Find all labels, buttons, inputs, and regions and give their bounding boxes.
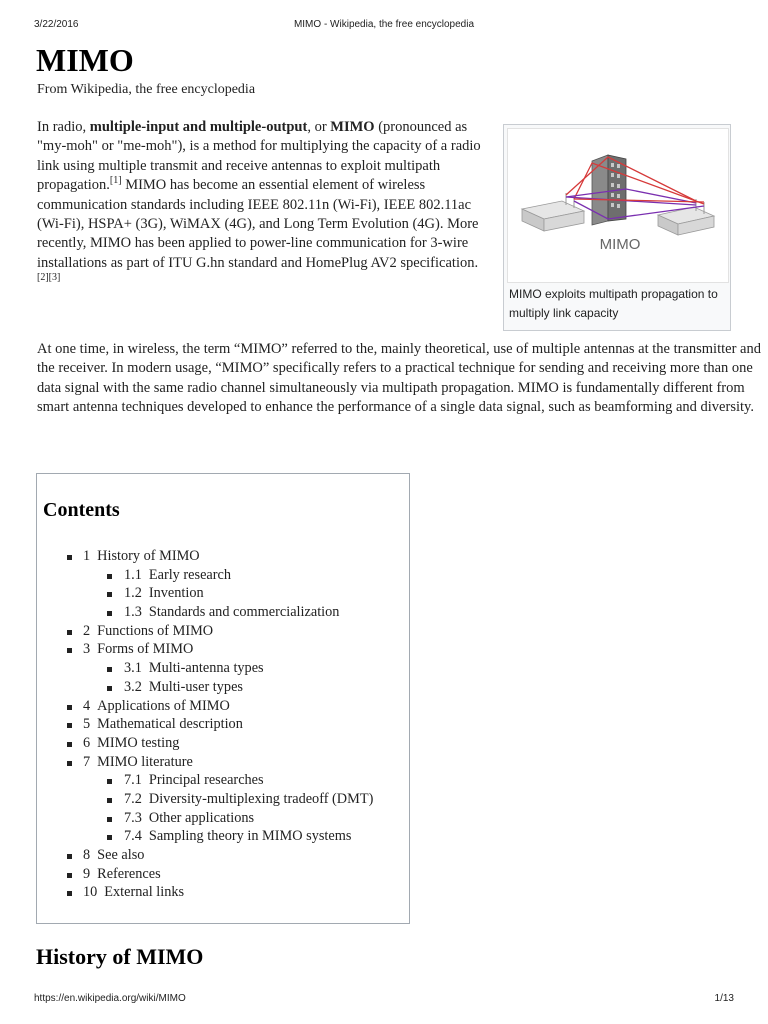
bullet-icon [67, 891, 72, 896]
bullet-icon [67, 873, 72, 878]
infobox-figure [503, 124, 731, 331]
toc-number: 10 [83, 884, 98, 901]
page-title: MIMO [36, 42, 134, 78]
intro-bold-term: multiple-input and multiple-output [89, 119, 308, 135]
bullet-icon [67, 630, 72, 635]
toc-label: MIMO literature [97, 753, 193, 770]
toc-label: Invention [148, 585, 204, 602]
intro-text-2: , or [307, 119, 331, 135]
intro-text-4: MIMO has become an essential element of wireless communication standards including IEEE 802.11n (Wi-Fi), IEEE 802.11ac (Wi-Fi), HSPA+ (3G), WiMAX (4G), and Long Term Evolution (4G). More recently, MIMO has been applied to power-line communication for 3-wire installations as part of ITU G.hn standard and HomePlug AV2 specification. [37, 177, 479, 271]
bullet-icon [67, 723, 72, 728]
toc-item[interactable] [37, 790, 373, 809]
toc-item[interactable] [37, 640, 373, 659]
bullet-icon [67, 854, 72, 859]
toc-number: 7.2 [124, 790, 142, 807]
print-window-title: MIMO - Wikipedia, the free encyclopedia [293, 19, 475, 30]
bullet-icon [67, 555, 72, 560]
bullet-icon [107, 779, 112, 784]
bullet-icon [107, 611, 112, 616]
bullet-icon [107, 574, 112, 579]
print-url: https://en.wikipedia.org/wiki/MIMO [34, 993, 186, 1004]
contents-list [37, 547, 373, 902]
toc-item[interactable] [37, 566, 373, 585]
toc-number: 9 [83, 865, 91, 882]
contents-title: Contents [43, 499, 120, 521]
toc-item[interactable] [37, 734, 373, 753]
toc-item[interactable] [37, 678, 373, 697]
bullet-icon [107, 592, 112, 597]
bullet-icon [67, 648, 72, 653]
toc-number: 3.1 [124, 660, 142, 677]
reference-link-1[interactable]: [1] [109, 175, 122, 187]
bullet-icon [67, 742, 72, 747]
toc-label: Mathematical description [97, 716, 243, 733]
toc-number: 8 [83, 847, 91, 863]
toc-number: 7.1 [124, 772, 142, 789]
toc-number: 1.1 [124, 566, 142, 583]
bullet-icon [107, 686, 112, 691]
toc-number: 1.3 [124, 604, 142, 621]
toc-item[interactable] [37, 697, 373, 716]
toc-number: 3 [83, 641, 91, 658]
toc-item[interactable] [37, 865, 373, 884]
toc-label: Sampling theory in MIMO systems [148, 828, 352, 845]
reference-link-2-3[interactable]: [2][3] [37, 272, 61, 284]
toc-item[interactable] [37, 771, 373, 790]
toc-number: 5 [83, 716, 91, 733]
diagram-label: MIMO [599, 236, 641, 253]
toc-label: Early research [148, 566, 232, 583]
toc-label: Other applications [148, 809, 255, 826]
mimo-diagram-image[interactable] [507, 128, 729, 283]
toc-item[interactable] [37, 809, 373, 828]
toc-label: Applications of MIMO [97, 697, 230, 714]
toc-item[interactable] [37, 846, 373, 865]
toc-item[interactable] [37, 622, 373, 641]
toc-label: Multi-antenna types [148, 660, 264, 677]
toc-item[interactable] [37, 827, 373, 846]
toc-label: References [97, 865, 161, 882]
mimo-diagram-svg [508, 129, 728, 282]
bullet-icon [107, 817, 112, 822]
section-heading-history: History of MIMO [36, 944, 204, 969]
toc-label: Functions of MIMO [97, 622, 214, 639]
toc-item[interactable] [37, 659, 373, 678]
intro-paragraph [37, 118, 482, 293]
bullet-icon [67, 705, 72, 710]
print-page-number: 1/13 [714, 993, 734, 1004]
toc-number: 4 [83, 697, 91, 714]
intro-text-3: (pronounced as "my-moh" or "me-moh"), is a method for multiplying the capacity of a radio link using multiple transmit and receive antennas to exploit multipath propagation. [37, 119, 481, 194]
toc-number: 7.4 [124, 828, 142, 845]
toc-number: 2 [83, 622, 91, 639]
bullet-icon [107, 667, 112, 672]
bullet-icon [67, 761, 72, 766]
toc-label: Standards and commercialization [148, 604, 340, 621]
figure-caption: MIMO exploits multipath propagation to multiply link capacity [509, 287, 718, 320]
intro-text-1: In radio, [37, 119, 90, 135]
toc-label: Diversity-multiplexing tradeoff (DMT) [148, 790, 374, 807]
toc-number: 7 [83, 753, 91, 770]
toc-label: Multi-user types [148, 678, 243, 695]
bullet-icon [107, 798, 112, 803]
page-subtitle: From Wikipedia, the free encyclopedia [37, 82, 256, 97]
toc-label: MIMO testing [97, 734, 180, 751]
toc-number: 7.3 [124, 809, 142, 826]
table-of-contents [36, 473, 410, 924]
toc-item[interactable] [37, 584, 373, 603]
toc-label: Principal researches [148, 772, 264, 789]
toc-label: History of MIMO [97, 548, 200, 564]
toc-number: 6 [83, 734, 91, 751]
toc-label: External links [104, 884, 185, 901]
toc-label: Forms of MIMO [97, 641, 194, 658]
toc-number: 1.2 [124, 585, 142, 602]
toc-label: See also [97, 847, 145, 863]
toc-number: 1 [83, 548, 91, 564]
second-paragraph: At one time, in wireless, the term “MIMO” referred to the, mainly theoretical, use of multiple antennas at the transmitter and the receiver. In modern usage, “MIMO” specifically refers to a practical technique for sending and receiving more than one data signal with the same radio channel simultaneously via multipath propagation. MIMO is fundamentally different from smart antenna techniques developed to enhance the performance of a single data signal, such as beamforming and diversity. [37, 341, 761, 416]
intro-bold-acronym: MIMO [330, 119, 375, 135]
toc-number: 3.2 [124, 678, 142, 695]
print-date: 3/22/2016 [34, 19, 79, 30]
toc-item[interactable] [37, 753, 373, 772]
toc-item[interactable] [37, 715, 373, 734]
toc-item[interactable] [37, 883, 373, 902]
toc-item[interactable] [37, 603, 373, 622]
bullet-icon [107, 835, 112, 840]
toc-item[interactable] [37, 547, 373, 566]
